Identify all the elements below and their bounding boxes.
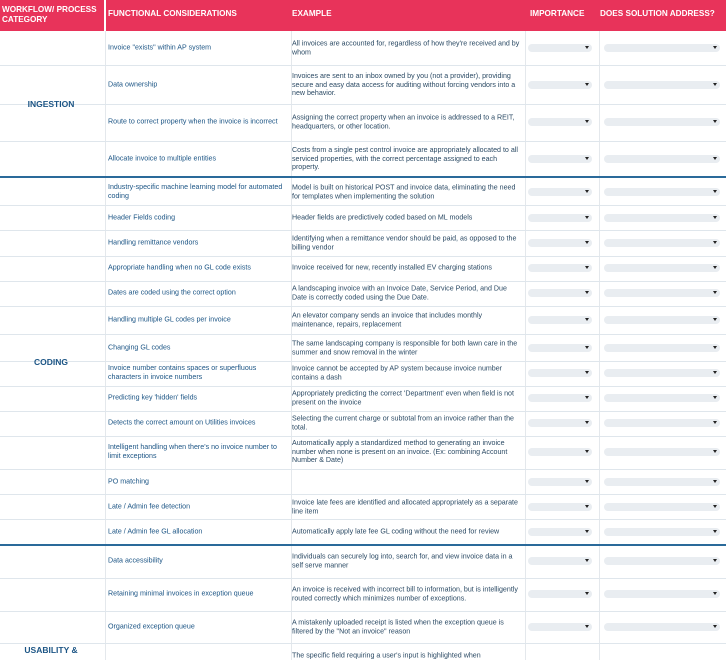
solution-dropdown[interactable] <box>604 590 720 598</box>
row-divider <box>0 643 726 644</box>
chevron-down-icon <box>585 559 589 562</box>
section-divider <box>0 544 726 546</box>
solution-dropdown[interactable] <box>604 344 720 352</box>
chevron-down-icon <box>585 190 589 193</box>
chevron-down-icon <box>585 241 589 244</box>
row-divider <box>0 230 726 231</box>
functional-consideration: Route to correct property when the invoice is incorrect <box>108 117 278 126</box>
chevron-down-icon <box>713 421 717 424</box>
category-label: INGESTION <box>27 99 75 109</box>
chevron-down-icon <box>713 190 717 193</box>
row-divider <box>0 494 726 495</box>
row-divider <box>0 205 726 206</box>
importance-dropdown[interactable] <box>528 590 592 598</box>
chevron-down-icon <box>713 120 717 123</box>
functional-consideration: Late / Admin fee detection <box>108 502 191 511</box>
chevron-down-icon <box>585 346 589 349</box>
example-text: An invoice is received with incorrect bill to information, but is intelligently routed correctly which minimizes number of exceptions. <box>292 585 518 602</box>
solution-dropdown[interactable] <box>604 503 720 511</box>
chevron-down-icon <box>585 157 589 160</box>
solution-dropdown[interactable] <box>604 478 720 486</box>
solution-dropdown[interactable] <box>604 214 720 222</box>
header-example: EXAMPLE <box>290 0 524 31</box>
category-label: CODING <box>34 357 68 367</box>
solution-dropdown[interactable] <box>604 239 720 247</box>
example-text: A landscaping invoice with an Invoice Date, Service Period, and Due Date is correctly coded using the Due Date. <box>292 284 507 301</box>
functional-consideration: Detects the correct amount on Utilities invoices <box>108 418 256 427</box>
chevron-down-icon <box>713 216 717 219</box>
example-text: Appropriately predicting the correct 'Department' even when field is not present on the invoice <box>292 389 514 406</box>
category-label: USABILITY & <box>24 645 78 655</box>
importance-dropdown[interactable] <box>528 264 592 272</box>
chevron-down-icon <box>713 371 717 374</box>
functional-consideration: Changing GL codes <box>108 343 171 352</box>
solution-dropdown[interactable] <box>604 44 720 52</box>
example-text: Automatically apply late fee GL coding without the need for review <box>292 527 500 536</box>
solution-dropdown[interactable] <box>604 528 720 536</box>
example-text: Identifying when a remittance vendor should be paid, as opposed to the billing vendor <box>292 234 517 251</box>
example-text: Invoice late fees are identified and allocated appropriately as a separate line item <box>292 498 518 515</box>
chevron-down-icon <box>713 505 717 508</box>
functional-consideration: Industry-specific machine learning model for automated coding <box>108 183 283 200</box>
header-importance: IMPORTANCE <box>524 0 598 31</box>
importance-dropdown[interactable] <box>528 289 592 297</box>
example-text: The specific field requiring a user's input is highlighted when <box>292 651 481 660</box>
solution-dropdown[interactable] <box>604 118 720 126</box>
importance-dropdown[interactable] <box>528 214 592 222</box>
chevron-down-icon <box>585 318 589 321</box>
importance-dropdown[interactable] <box>528 344 592 352</box>
chevron-down-icon <box>585 450 589 453</box>
chevron-down-icon <box>713 625 717 628</box>
chevron-down-icon <box>585 396 589 399</box>
row-divider <box>0 469 726 470</box>
chevron-down-icon <box>713 318 717 321</box>
example-text: Invoices are sent to an inbox owned by you (not a provider), providing secure and easy data access for auditing without forcing vendors into a new behavior. <box>292 72 516 98</box>
chevron-down-icon <box>713 480 717 483</box>
row-divider <box>0 334 726 335</box>
solution-dropdown[interactable] <box>604 369 720 377</box>
chevron-down-icon <box>585 480 589 483</box>
importance-dropdown[interactable] <box>528 528 592 536</box>
chevron-down-icon <box>585 592 589 595</box>
solution-dropdown[interactable] <box>604 289 720 297</box>
chevron-down-icon <box>585 291 589 294</box>
row-divider <box>0 519 726 520</box>
chevron-down-icon <box>713 450 717 453</box>
importance-dropdown[interactable] <box>528 478 592 486</box>
chevron-down-icon <box>585 266 589 269</box>
solution-dropdown[interactable] <box>604 155 720 163</box>
chevron-down-icon <box>713 396 717 399</box>
row-divider <box>0 411 726 412</box>
functional-consideration: Allocate invoice to multiple entities <box>108 154 217 163</box>
importance-dropdown[interactable] <box>528 118 592 126</box>
row-divider <box>0 281 726 282</box>
row-divider <box>0 104 726 105</box>
importance-dropdown[interactable] <box>528 239 592 247</box>
importance-dropdown[interactable] <box>528 448 592 456</box>
row-divider <box>0 361 726 362</box>
functional-consideration: Dates are coded using the correct option <box>108 288 236 297</box>
importance-dropdown[interactable] <box>528 44 592 52</box>
header-solution-address: DOES SOLUTION ADDRESS? <box>598 0 726 31</box>
chevron-down-icon <box>585 46 589 49</box>
example-text: A mistakenly uploaded receipt is listed when the exception queue is filtered by the "Not an invoice" reason <box>292 618 504 635</box>
row-divider <box>0 141 726 142</box>
example-text: The same landscaping company is responsible for both lawn care in the summer and snow removal in the winter <box>292 339 518 356</box>
solution-dropdown[interactable] <box>604 448 720 456</box>
solution-dropdown[interactable] <box>604 81 720 89</box>
example-text: Header fields are predictively coded based on ML models <box>292 213 473 222</box>
functional-consideration: Late / Admin fee GL allocation <box>108 527 203 536</box>
row-divider <box>0 65 726 66</box>
functional-consideration: Appropriate handling when no GL code exists <box>108 263 251 272</box>
example-text: All invoices are accounted for, regardless of how they're received and by whom <box>292 39 520 56</box>
solution-dropdown[interactable] <box>604 557 720 565</box>
header-workflow: WORKFLOW/ PROCESS CATEGORY <box>0 0 104 31</box>
importance-dropdown[interactable] <box>528 419 592 427</box>
solution-dropdown[interactable] <box>604 316 720 324</box>
row-divider <box>0 386 726 387</box>
functional-consideration: Retaining minimal invoices in exception queue <box>108 589 254 598</box>
row-divider <box>0 436 726 437</box>
example-text: Assigning the correct property when an invoice is addressed to a REIT, headquarters, or other location. <box>292 113 515 130</box>
importance-dropdown[interactable] <box>528 188 592 196</box>
solution-dropdown[interactable] <box>604 394 720 402</box>
example-text: Selecting the current charge or subtotal from an invoice rather than the total. <box>292 414 515 431</box>
row-divider <box>0 256 726 257</box>
chevron-down-icon <box>713 559 717 562</box>
functional-consideration: Data accessibility <box>108 556 163 565</box>
functional-consideration: Organized exception queue <box>108 622 195 631</box>
chevron-down-icon <box>713 592 717 595</box>
example-text: Costs from a single pest control invoice are appropriately allocated to all serviced properties, with the correct percentage assigned to each property. <box>292 146 518 172</box>
importance-dropdown[interactable] <box>528 316 592 324</box>
chevron-down-icon <box>585 421 589 424</box>
solution-dropdown[interactable] <box>604 419 720 427</box>
importance-dropdown[interactable] <box>528 369 592 377</box>
functional-consideration: Data ownership <box>108 80 158 89</box>
example-text: An elevator company sends an invoice that includes monthly maintenance, repairs, replacement <box>292 311 483 328</box>
example-text: Automatically apply a standardized method to generating an invoice number when none is present on an invoice. (Ex: combining Account Number & Date) <box>292 439 508 465</box>
chevron-down-icon <box>585 371 589 374</box>
header-functional-considerations: FUNCTIONAL CONSIDERATIONS <box>106 0 290 31</box>
functional-consideration: PO matching <box>108 477 150 486</box>
functional-consideration: Predicting key 'hidden' fields <box>108 393 198 402</box>
solution-dropdown[interactable] <box>604 623 720 631</box>
row-divider <box>0 306 726 307</box>
functional-consideration: Header Fields coding <box>108 213 176 222</box>
importance-dropdown[interactable] <box>528 155 592 163</box>
column-separator <box>105 31 106 660</box>
functional-consideration: Handling multiple GL codes per invoice <box>108 315 231 324</box>
row-divider <box>0 578 726 579</box>
example-text: Invoice cannot be accepted by AP system because invoice number contains a dash <box>292 364 503 381</box>
column-separator <box>599 31 600 660</box>
chevron-down-icon <box>585 625 589 628</box>
functional-consideration: Invoice "exists" within AP system <box>108 43 212 52</box>
column-separator <box>525 31 526 660</box>
chevron-down-icon <box>713 291 717 294</box>
chevron-down-icon <box>713 157 717 160</box>
example-text: Model is built on historical POST and invoice data, eliminating the need for templates when implementing the solution <box>292 183 516 200</box>
solution-dropdown[interactable] <box>604 264 720 272</box>
chevron-down-icon <box>585 530 589 533</box>
solution-dropdown[interactable] <box>604 188 720 196</box>
chevron-down-icon <box>713 241 717 244</box>
example-text: Invoice received for new, recently installed EV charging stations <box>292 263 492 272</box>
importance-dropdown[interactable] <box>528 557 592 565</box>
chevron-down-icon <box>713 266 717 269</box>
chevron-down-icon <box>585 83 589 86</box>
section-divider <box>0 176 726 178</box>
chevron-down-icon <box>713 46 717 49</box>
row-divider <box>0 611 726 612</box>
functional-consideration: Handling remittance vendors <box>108 238 199 247</box>
chevron-down-icon <box>585 216 589 219</box>
chevron-down-icon <box>585 505 589 508</box>
importance-dropdown[interactable] <box>528 394 592 402</box>
chevron-down-icon <box>585 120 589 123</box>
functional-consideration: Intelligent handling when there's no invoice number to limit exceptions <box>108 443 277 460</box>
chevron-down-icon <box>713 346 717 349</box>
example-text: Individuals can securely log into, search for, and view invoice data in a self serve manner <box>292 552 513 569</box>
importance-dropdown[interactable] <box>528 503 592 511</box>
importance-dropdown[interactable] <box>528 81 592 89</box>
importance-dropdown[interactable] <box>528 623 592 631</box>
chevron-down-icon <box>713 530 717 533</box>
chevron-down-icon <box>713 83 717 86</box>
functional-consideration: Invoice number contains spaces or superfluous characters in invoice numbers <box>108 364 257 381</box>
